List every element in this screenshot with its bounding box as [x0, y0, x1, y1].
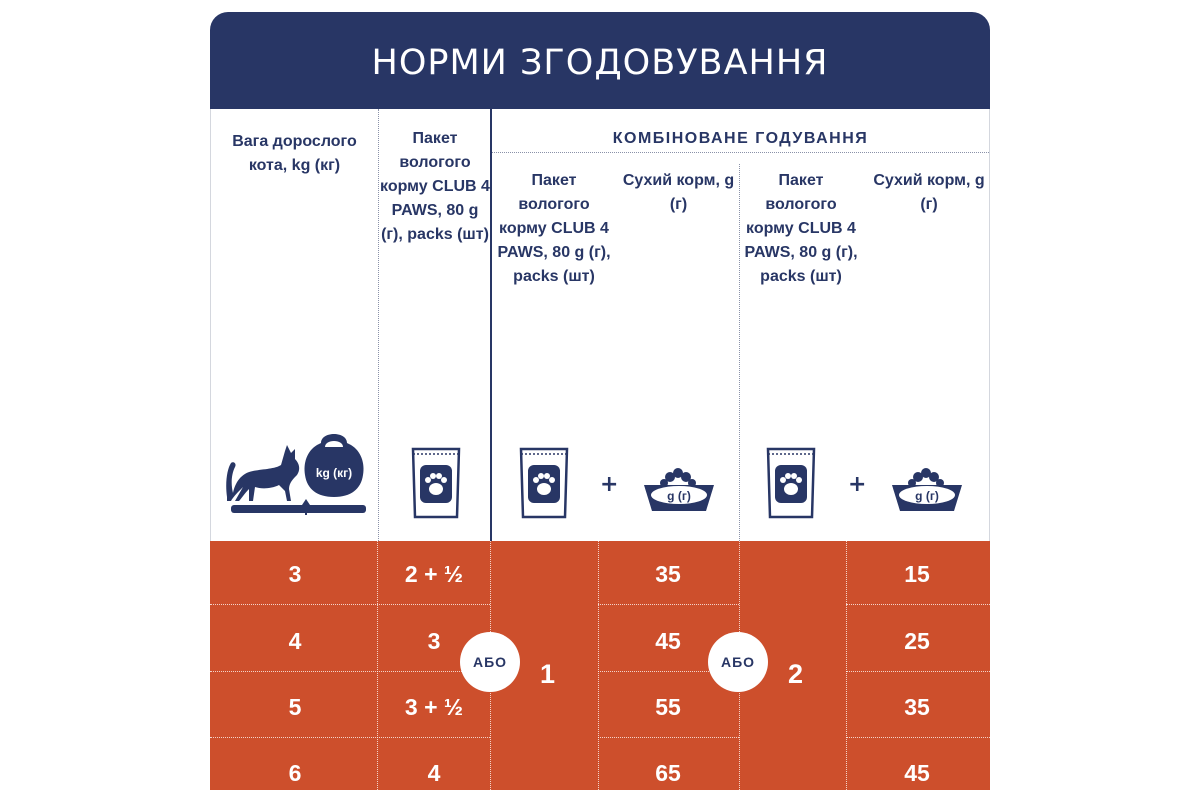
dry-food-bowl-icon: [888, 463, 966, 519]
header-wet-only: Пакет вологого корму CLUB 4 PAWS, 80 g (г), packs (шт): [380, 130, 490, 243]
title-banner: [210, 12, 990, 109]
bowl-label: g (г): [667, 489, 691, 503]
page-title: НОРМИ ЗГОДОВУВАННЯ: [371, 42, 829, 83]
header-combo2-wet: Пакет вологого корму CLUB 4 PAWS, 80 g (г), packs (шт): [744, 172, 858, 285]
combo2-pack-count: 2: [788, 659, 804, 689]
column-divider: [739, 164, 740, 541]
wet-packs-cell: 2 + ½: [404, 561, 464, 587]
row-divider: [598, 604, 739, 605]
header-combo2-dry: Сухий корм, g (г): [873, 172, 985, 213]
header-weight: Вага дорослого кота, kg (кг): [232, 133, 357, 174]
combo1-dry-cell: 45: [655, 628, 681, 654]
column-divider: [846, 541, 847, 790]
cat-on-scale-icon: [221, 427, 371, 519]
combo1-dry-cell: 35: [655, 561, 681, 587]
row-divider: [210, 671, 490, 672]
combo2-dry-cell: 25: [904, 628, 930, 654]
wet-food-pouch-icon: [515, 443, 573, 521]
wet-food-pouch-icon: [762, 443, 820, 521]
feeding-norms-card: [210, 12, 990, 790]
weight-cell: 4: [288, 628, 302, 654]
wet-packs-cell: 3: [427, 628, 441, 654]
wet-packs-cell: 4: [427, 760, 441, 786]
combo2-dry-cell: 45: [904, 760, 930, 786]
weight-cell: 5: [288, 694, 302, 720]
combo1-dry-cell: 55: [655, 694, 681, 720]
or-badge: АБО: [460, 632, 520, 692]
combo2-dry-cell: 35: [904, 694, 930, 720]
row-divider: [846, 604, 990, 605]
header-combo1-dry: Сухий корм, g (г): [622, 172, 735, 213]
table-header: [210, 109, 990, 541]
column-divider: [598, 541, 599, 790]
or-badge: АБО: [708, 632, 768, 692]
row-divider: [210, 604, 490, 605]
bowl-label: g (г): [915, 489, 939, 503]
row-divider: [598, 737, 739, 738]
kettlebell-label: kg (кг): [315, 466, 353, 480]
wet-packs-cell: 3 + ½: [404, 694, 464, 720]
combo2-dry-cell: 15: [904, 561, 930, 587]
dry-food-bowl-icon: [640, 463, 718, 519]
wet-food-pouch-icon: [407, 443, 465, 521]
header-combined: КОМБІНОВАНЕ ГОДУВАННЯ: [612, 130, 869, 147]
plus-sign: +: [600, 472, 619, 497]
weight-cell: 6: [288, 760, 302, 786]
header-combo1-wet: Пакет вологого корму CLUB 4 PAWS, 80 g (г), packs (шт): [497, 172, 611, 285]
row-divider: [210, 737, 490, 738]
column-divider: [377, 541, 378, 790]
combined-header-underline: [492, 152, 989, 153]
plus-sign: +: [848, 472, 867, 497]
row-divider: [846, 737, 990, 738]
weight-cell: 3: [288, 561, 302, 587]
table-body: [210, 541, 990, 790]
combo1-dry-cell: 65: [655, 760, 681, 786]
row-divider: [846, 671, 990, 672]
combo1-pack-count: 1: [540, 659, 556, 689]
